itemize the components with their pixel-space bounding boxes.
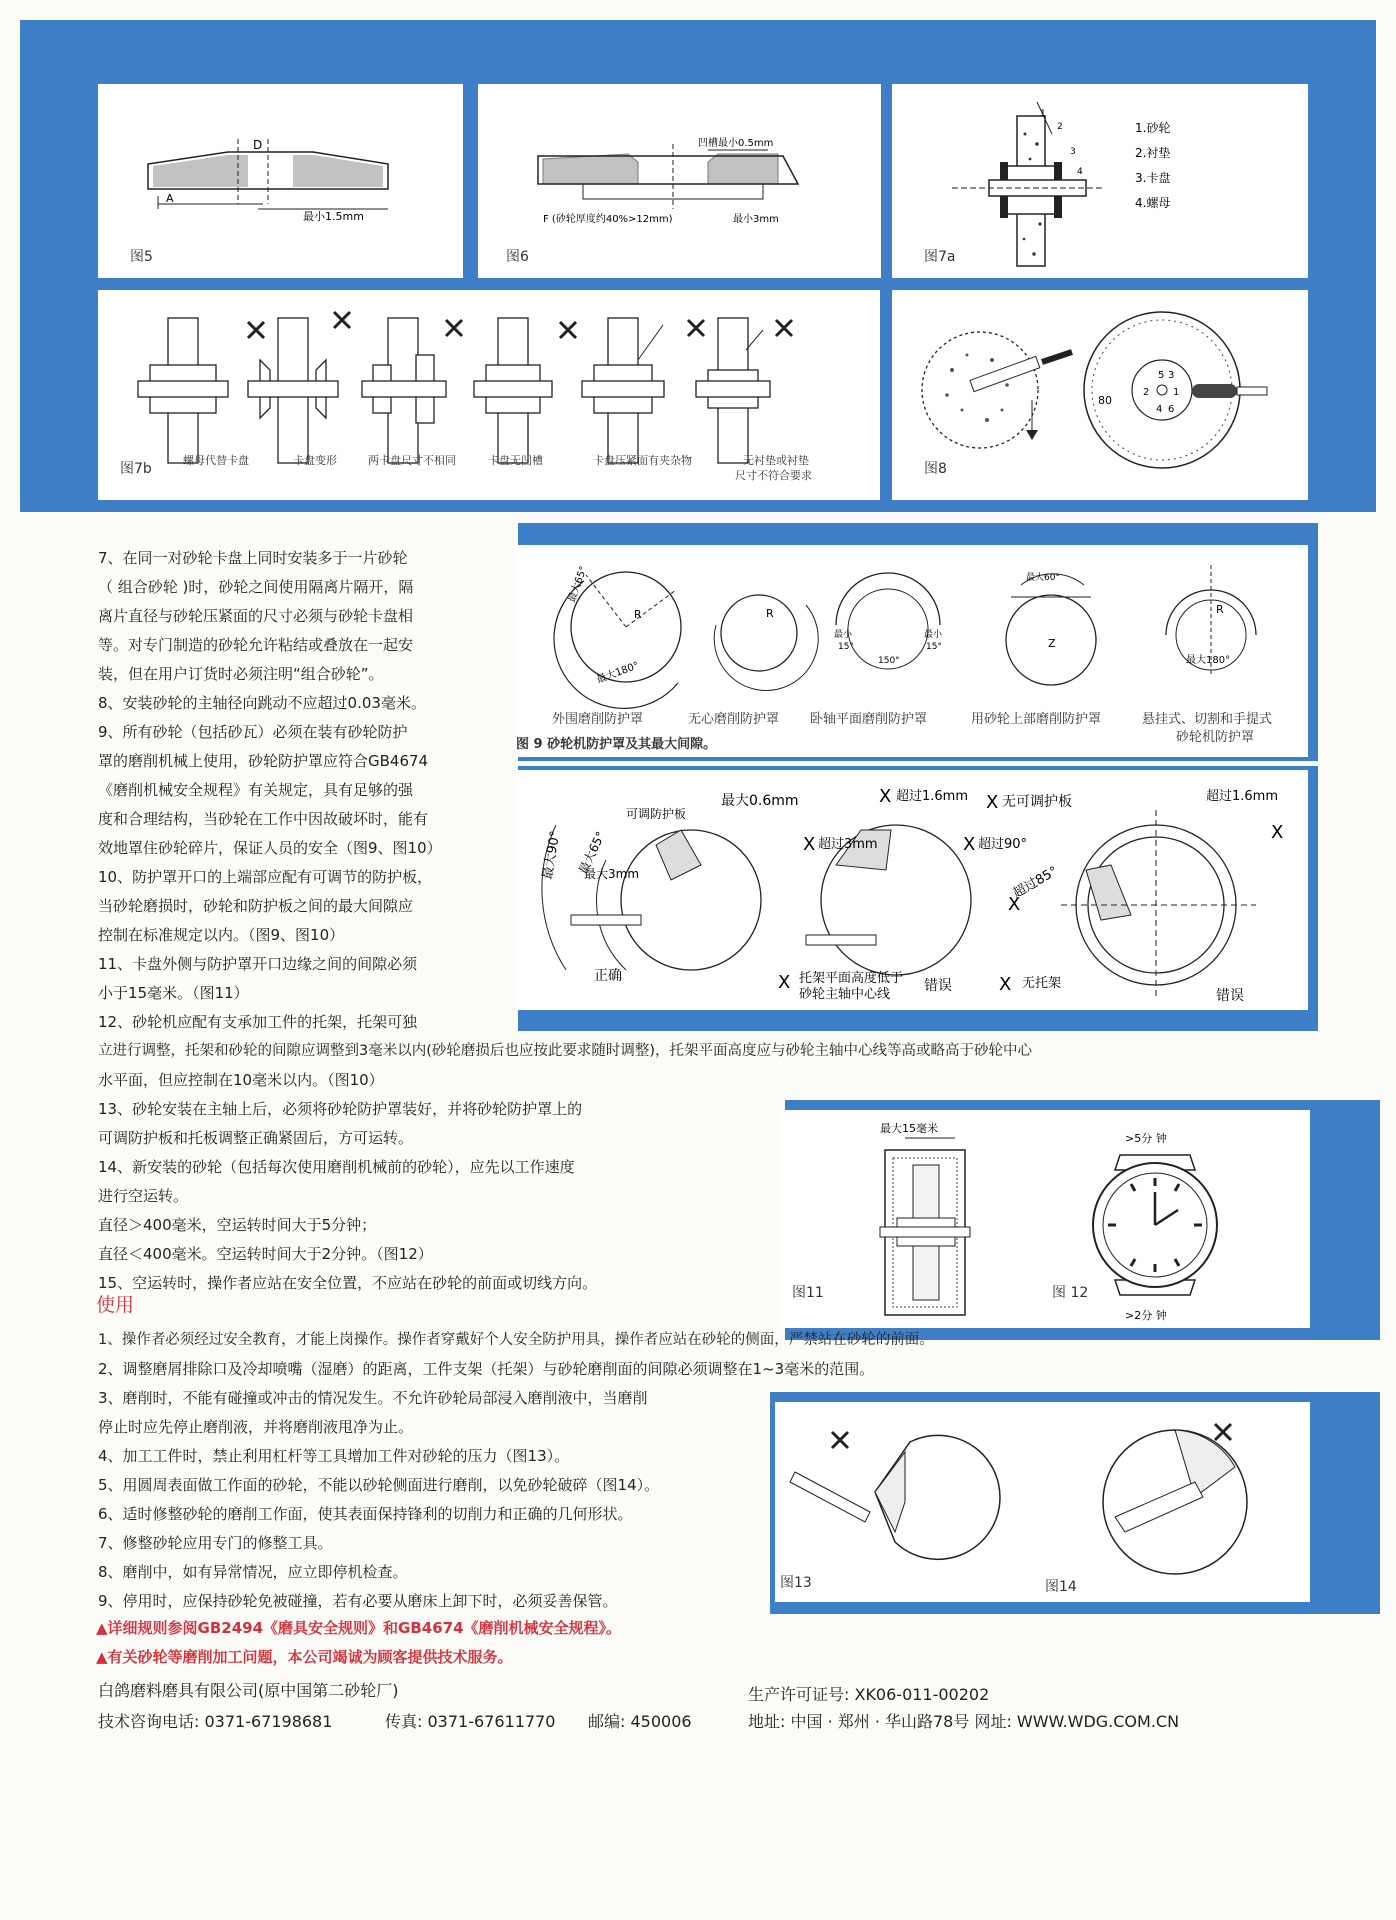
rule-line: 15、空运转时，操作者应站在安全位置，不应站在砂轮的前面或切线方向。 xyxy=(98,1274,598,1292)
fig10-diagram xyxy=(516,770,1308,1010)
fig7b-case-2 xyxy=(248,312,350,463)
rule-line: 可调防护板和托板调整正确紧固后，方可运转。 xyxy=(98,1129,414,1147)
fig9-max180-a: 最大180° xyxy=(595,660,641,686)
fig7b-case-5 xyxy=(582,318,704,463)
fig9-guard-2 xyxy=(714,595,818,690)
rule-line: 罩的磨削机械上使用，砂轮防护罩应符合GB4674 xyxy=(98,752,429,770)
fig9-title: 图 9 砂轮机防护罩及其最大间隙。 xyxy=(516,737,717,752)
fig8-panel xyxy=(892,290,1308,500)
rule-line: 10、防护罩开口的上端部应配有可调节的防护板， xyxy=(98,868,433,886)
rule-line: 14、新安装的砂轮（包括每次使用磨削机械前的砂轮），应先以工作速度 xyxy=(98,1158,575,1176)
fig5-a: A xyxy=(166,192,174,205)
fig7b-case-3 xyxy=(362,318,462,463)
fig7a-n3: 3 xyxy=(1070,147,1076,157)
fig9-panel xyxy=(516,545,1308,757)
footer-company: 白鸽磨料磨具有限公司(原中国第二砂轮厂) xyxy=(98,1681,399,1700)
fig10-panel xyxy=(516,770,1308,1010)
usage-item: 1、操作者必须经过安全教育，才能上岗操作。操作者穿戴好个人安全防护用具，操作者应站在砂轮的侧面，严禁站在砂轮的前面。 xyxy=(98,1332,934,1348)
fig10-max06: 最大0.6mm xyxy=(721,793,799,809)
fig7b-caption-3: 两卡盘尺寸不相同 xyxy=(368,454,456,467)
fig10-noplate: 无可调护板 xyxy=(1002,794,1072,810)
fig7a-legend-3: 3.卡盘 xyxy=(1135,171,1171,185)
usage-item: 9、停用时，应保持砂轮免被碰撞，若有必要从磨床上卸下时，必须妥善保管。 xyxy=(98,1592,618,1610)
fig10-over85: 超过85° xyxy=(1010,863,1061,902)
rule-line: 进行空运转。 xyxy=(98,1187,189,1205)
fig8-diagram xyxy=(892,290,1308,500)
fig7b-panel xyxy=(98,290,880,500)
fig9-r-a: R xyxy=(634,608,642,621)
fig9-caption-5b: 砂轮机防护罩 xyxy=(1176,730,1255,745)
fig7b-caption-6a: 无衬垫或衬垫 xyxy=(743,454,809,467)
fig7a-label: 图7a xyxy=(924,249,956,265)
fig13-diagram xyxy=(790,1432,1000,1559)
rule-line: （ 组合砂轮 )时，砂轮之间使用隔离片隔开，隔 xyxy=(98,578,414,596)
fig10-wrong1-label: 错误 xyxy=(924,978,952,994)
fig10-over90: 超过90° xyxy=(978,837,1028,852)
fig13-14-diagram xyxy=(775,1402,1310,1602)
fig9-guard-4 xyxy=(1006,571,1096,685)
usage-item: 4、加工工件时，禁止利用杠杆等工具增加工件对砂轮的压力（图13）。 xyxy=(98,1447,570,1465)
rule-line: 9、所有砂轮（包括砂瓦）必须在装有砂轮防护 xyxy=(98,723,408,741)
usage-item: 8、磨削中，如有异常情况，应立即停机检查。 xyxy=(98,1563,408,1581)
fig7b-caption-4: 卡盘无凹槽 xyxy=(488,454,543,467)
usage-item: 5、用圆周表面做工作面的砂轮，不能以砂轮侧面进行磨削，以免砂轮破碎（图14）。 xyxy=(98,1476,660,1494)
rule-line: 离片直径与砂轮压紧面的尺寸必须与砂轮卡盘相 xyxy=(98,607,414,625)
rule-line: 装，但在用户订货时必须注明“组合砂轮”。 xyxy=(98,665,384,683)
fig12-gt2: >2分 钟 xyxy=(1125,1309,1167,1322)
fig10-x-6: X xyxy=(963,834,976,855)
fig7b-caption-2: 卡盘变形 xyxy=(293,454,337,467)
fig9-caption-4: 用砂轮上部磨削防护罩 xyxy=(971,712,1102,727)
fig11-12-diagram xyxy=(780,1110,1310,1328)
fig9-guard-1 xyxy=(554,564,681,708)
fig11-max15: 最大15毫米 xyxy=(880,1122,938,1135)
fig10-max3: 最大3mm xyxy=(584,867,640,881)
fig14-x-icon xyxy=(1215,1424,1231,1440)
fig10-norest: 无托架 xyxy=(1022,976,1062,991)
fig10-x-3: X xyxy=(778,972,791,993)
fig9-max180-b: 最大180° xyxy=(1186,655,1231,666)
fig7b-label: 图7b xyxy=(120,461,152,477)
rule-line: 立进行调整，托架和砂轮的间隙应调整到3毫米以内(砂轮磨损后也应按此要求随时调整)，托架平面高度应与砂轮主轴中心线等高或略高于砂轮中心 xyxy=(98,1043,1033,1059)
fig8-n2: 2 xyxy=(1143,387,1150,398)
footer-zip: 邮编: 450006 xyxy=(588,1712,692,1731)
fig10-wrong-2 xyxy=(963,788,1283,1004)
usage-item: 3、磨削时，不能有碰撞或冲击的情况发生。不允许砂轮局部浸入磨削液中，当磨削 xyxy=(98,1389,648,1407)
fig8-n1: 1 xyxy=(1173,387,1180,398)
fig9-150: 150° xyxy=(878,656,900,666)
fig10-x-4: X xyxy=(986,792,999,813)
fig8-n4: 4 xyxy=(1156,404,1163,415)
fig5-d: D xyxy=(253,138,263,152)
fig7a-n1: 1 xyxy=(1040,109,1046,119)
fig10-over16-b: 超过1.6mm xyxy=(1206,789,1279,804)
usage-heading: 使用 xyxy=(96,1294,135,1316)
rule-line: 13、砂轮安装在主轴上后，必须将砂轮防护罩装好，并将砂轮防护罩上的 xyxy=(98,1100,583,1118)
fig10-over3: 超过3mm xyxy=(818,837,878,852)
fig6-diagram xyxy=(478,84,881,278)
fig8-n6: 6 xyxy=(1168,404,1175,415)
fig7b-caption-5: 卡盘压紧面有夹杂物 xyxy=(593,454,692,467)
fig10-max65: 最大65° xyxy=(576,829,608,877)
fig8-n5: 5 xyxy=(1158,370,1165,381)
fig11-label: 图11 xyxy=(792,1285,824,1301)
fig12-label: 图 12 xyxy=(1052,1285,1089,1301)
fig8-label: 图8 xyxy=(924,461,947,477)
rule-line: 直径＜400毫米。空运转时间大于2分钟。（图12） xyxy=(98,1245,433,1263)
fig10-note2: 砂轮主轴中心线 xyxy=(799,987,891,1002)
rule-line: 当砂轮磨损时，砂轮和防护板之间的最大间隙应 xyxy=(98,897,414,915)
fig12-clock-icon xyxy=(1093,1131,1217,1322)
usage-item: 6、适时修整砂轮的磨削工作面，使其表面保持锋利的切削力和正确的几何形状。 xyxy=(98,1505,633,1523)
fig9-caption-5a: 悬挂式、切割和手提式 xyxy=(1142,712,1273,727)
usage-item: 7、修整砂轮应用专门的修整工具。 xyxy=(98,1534,333,1552)
fig10-correct xyxy=(539,792,798,984)
fig10-x-1: X xyxy=(879,786,892,807)
fig10-correct-label: 正确 xyxy=(594,968,622,984)
fig10-over16-a: 超过1.6mm xyxy=(896,789,969,804)
rule-line: 12、砂轮机应配有支承加工件的托架，托架可独 xyxy=(98,1013,418,1031)
fig5-min: 最小1.5mm xyxy=(303,210,364,223)
fig7a-legend-1: 1.砂轮 xyxy=(1135,121,1171,135)
fig6-min3: 最小3mm xyxy=(733,214,779,225)
rule-line: 等。对专门制造的砂轮允许粘结或叠放在一起安 xyxy=(98,636,414,654)
fig5-panel xyxy=(98,84,463,278)
fig13-label: 图13 xyxy=(780,1575,812,1591)
fig7b-case-4 xyxy=(474,318,576,463)
fig9-r-c: R xyxy=(1216,603,1224,616)
fig7b-case-6 xyxy=(696,318,792,463)
usage-note-1: ▲详细规则参阅GB2494《磨具安全规则》和GB4674《磨削机械安全规程》。 xyxy=(96,1619,622,1637)
rule-line: 控制在标准规定以内。（图9、图10） xyxy=(98,926,345,944)
fig10-x-2: X xyxy=(803,834,816,855)
fig10-wrong-1 xyxy=(778,786,971,1002)
usage-note-2: ▲有关砂轮等磨削加工问题，本公司竭诚为顾客提供技术服务。 xyxy=(96,1648,513,1666)
fig9-caption-1: 外围磨削防护罩 xyxy=(552,712,644,727)
usage-item: 2、调整磨屑排除口及冷却喷嘴（湿磨）的距离，工件支架（托架）与砂轮磨削面的间隙必须调整在1~3毫米的范围。 xyxy=(98,1360,875,1378)
fig6-panel xyxy=(478,84,881,278)
fig10-plate: 可调防护板 xyxy=(626,807,687,821)
rule-line: 11、卡盘外侧与防护罩开口边缘之间的间隙必须 xyxy=(98,955,418,973)
rule-line: 8、安装砂轮的主轴径向跳动不应超过0.03毫米。 xyxy=(98,694,426,712)
fig9-15-a: 15° xyxy=(838,642,854,652)
rule-line: 水平面，但应控制在10毫米以内。（图10） xyxy=(98,1071,384,1089)
rule-line: 小于15毫米。（图11） xyxy=(98,984,249,1002)
fig7a-n4: 4 xyxy=(1077,167,1083,177)
rule-line: 7、在同一对砂轮卡盘上同时安装多于一片砂轮 xyxy=(98,549,408,567)
fig13-x-icon xyxy=(832,1432,848,1448)
fig6-groove: 凹槽最小0.5mm xyxy=(698,138,774,149)
fig6-thick: F (砂轮厚度约40%>12mm) xyxy=(543,214,673,225)
footer-tel: 技术咨询电话: 0371-67198681 xyxy=(98,1712,333,1731)
fig10-x-5: X xyxy=(1271,822,1284,843)
fig9-caption-3: 卧轴平面磨削防护罩 xyxy=(810,712,928,727)
fig12-gt5: >5分 钟 xyxy=(1125,1132,1167,1145)
fig5-label: 图5 xyxy=(130,249,153,265)
fig9-guard-5 xyxy=(1166,565,1256,675)
fig9-guard-3 xyxy=(834,573,943,669)
rule-line: 《磨削机械安全规程》有关规定，具有足够的强 xyxy=(98,781,414,799)
fig9-min-a: 最小 xyxy=(834,630,853,640)
fig9-caption-2: 无心磨削防护罩 xyxy=(688,712,780,727)
fig6-label: 图6 xyxy=(506,249,529,265)
fig11-12-panel xyxy=(780,1110,1310,1328)
fig7a-legend-4: 4.螺母 xyxy=(1135,196,1171,210)
fig7a-n2: 2 xyxy=(1057,122,1063,132)
fig13-14-panel xyxy=(775,1402,1310,1602)
fig10-max90: 最大90° xyxy=(540,829,564,881)
fig7b-caption-6b: 尺寸不符合要求 xyxy=(735,469,812,482)
rule-line: 效地罩住砂轮碎片，保证人员的安全（图9、图10） xyxy=(98,839,442,857)
fig7a-panel xyxy=(892,84,1308,278)
fig8-n80: 80 xyxy=(1098,394,1112,407)
rule-line: 直径＞400毫米，空运转时间大于5分钟； xyxy=(98,1216,377,1234)
fig9-max60: 最大60° xyxy=(1026,573,1060,583)
footer-license: 生产许可证号: XK06-011-00202 xyxy=(748,1685,990,1704)
fig10-note1: 托架平面高度低于 xyxy=(799,971,904,986)
fig9-min-b: 最小 xyxy=(924,630,943,640)
fig10-x-7: X xyxy=(1008,894,1021,915)
rule-line: 度和合理结构，当砂轮在工作中因故破坏时，能有 xyxy=(98,810,429,828)
fig9-max65: 最大65° xyxy=(566,564,590,605)
footer-address: 地址: 中国 · 郑州 · 华山路78号 网址: WWW.WDG.COM.CN xyxy=(748,1712,1180,1731)
fig9-z: Z xyxy=(1048,637,1056,650)
fig14-diagram xyxy=(1103,1424,1247,1574)
fig10-wrong2-label: 错误 xyxy=(1216,988,1244,1004)
fig9-15-b: 15° xyxy=(926,642,942,652)
fig14-label: 图14 xyxy=(1045,1579,1077,1595)
usage-item: 停止时应先停止磨削液，并将磨削液甩净为止。 xyxy=(98,1418,414,1436)
fig11-diagram xyxy=(880,1121,970,1315)
fig10-x-8: X xyxy=(999,974,1012,995)
fig7b-caption-1: 螺母代替卡盘 xyxy=(183,454,249,467)
fig7b-case-1 xyxy=(138,318,264,463)
fig9-r-b: R xyxy=(766,607,774,620)
footer-fax: 传真: 0371-67611770 xyxy=(385,1712,556,1731)
fig8-n3: 3 xyxy=(1168,370,1175,381)
fig7a-legend-2: 2.衬垫 xyxy=(1135,146,1171,160)
